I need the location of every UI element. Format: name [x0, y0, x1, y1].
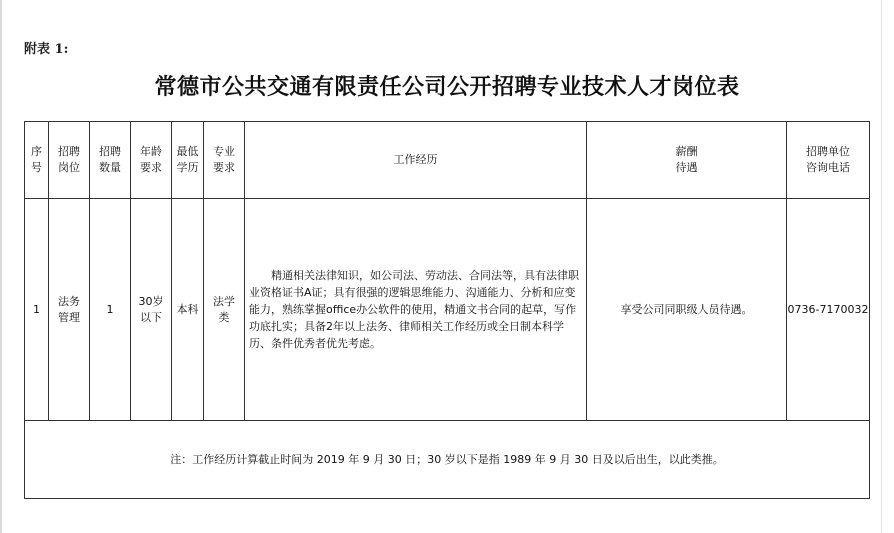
cell-seq: 1 — [25, 199, 49, 421]
cell-position: 法务 管理 — [49, 199, 90, 421]
header-contact: 招聘单位 咨询电话 — [787, 122, 870, 199]
table-note-row — [25, 421, 870, 499]
cell-experience — [245, 199, 587, 421]
document-title: 常德市公共交通有限责任公司公开招聘专业技术人才岗位表 — [154, 74, 740, 100]
header-education: 最低 学历 — [172, 122, 204, 199]
header-age: 年龄 要求 — [131, 122, 172, 199]
cell-major: 法学 类 — [204, 199, 245, 421]
header-major: 专业 要求 — [204, 122, 245, 199]
cell-age: 30岁 以下 — [131, 199, 172, 421]
cell-count: 1 — [90, 199, 131, 421]
table-header-row — [25, 122, 870, 199]
header-salary: 薪酬 待遇 — [587, 122, 787, 199]
header-seq: 序 号 — [25, 122, 49, 199]
table-row — [25, 199, 870, 421]
experience-text: 精通相关法律知识，如公司法、劳动法、合同法等，具有法律职业资格证书A证；具有很强的逻辑思维能力、沟通能力、分析和应变能力，熟练掌握office办公软件的使用，精通文书合同的起草，写作功底扎实；具备2年以上法务、律师相关工作经历或全日制本科学历、条件优秀者优先考虑。 — [249, 269, 579, 350]
positions-table — [24, 121, 870, 499]
cell-contact: 0736-7170032 — [787, 199, 870, 421]
table-note: 注：工作经历计算截止时间为 2019 年 9 月 30 日；30 岁以下是指 1989 年 9 月 30 日及以后出生，以此类推。 — [25, 421, 870, 499]
header-position: 招聘 岗位 — [49, 122, 90, 199]
header-count: 招聘 数量 — [90, 122, 131, 199]
cell-education: 本科 — [172, 199, 204, 421]
header-experience: 工作经历 — [245, 122, 587, 199]
cell-salary: 享受公司同职级人员待遇。 — [587, 199, 787, 421]
attachment-label: 附表 1: — [24, 42, 69, 57]
